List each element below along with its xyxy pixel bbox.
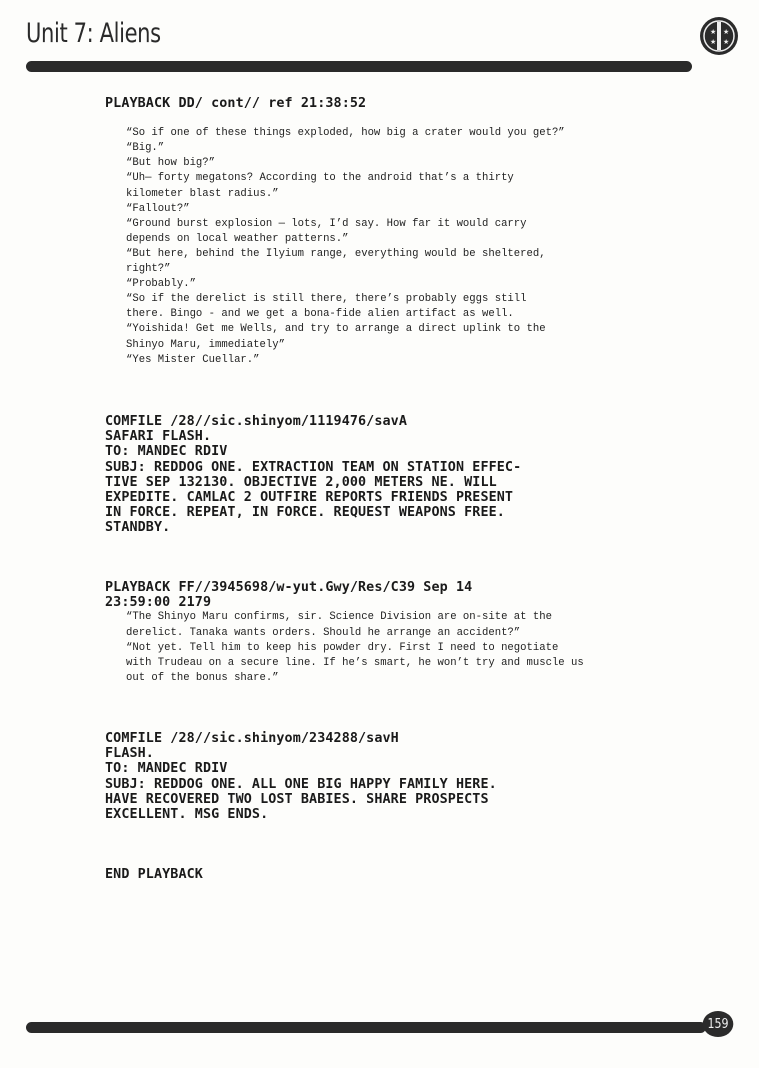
dialogue-line: “The Shinyo Maru confirms, sir. Science Division are on-site at the derelict. Tanaka wants orders. Should he arrange an accident?” bbox=[126, 611, 552, 639]
comfile-line: EXCELLENT. MSG ENDS. bbox=[105, 807, 269, 823]
comfile-line: IN FORCE. REPEAT, IN FORCE. REQUEST WEAPONS FREE. bbox=[105, 505, 505, 521]
footer-rule bbox=[26, 1022, 706, 1033]
dialogue-line: “Yoishida! Get me Wells, and try to arrange a direct uplink to the Shinyo Maru, immediately” bbox=[126, 323, 546, 351]
dialogue bbox=[105, 126, 625, 368]
dialogue-line: “But how big?” bbox=[126, 157, 216, 170]
dialogue-line: “Not yet. Tell him to keep his powder dry. First I need to negotiate with Trudeau on a secure line. If he’s smart, he won’t try and muscle us out of the bonus share.” bbox=[126, 641, 584, 684]
svg-text:★: ★ bbox=[710, 28, 717, 36]
dialogue-line: “But here, behind the Ilyium range, everything would be sheltered, right?” bbox=[126, 247, 546, 276]
comfile-section-2 bbox=[105, 731, 625, 822]
page-number: 159 bbox=[703, 1011, 734, 1037]
svg-text:★: ★ bbox=[723, 38, 730, 46]
playback-section-2 bbox=[105, 580, 625, 686]
end-playback bbox=[105, 867, 625, 882]
playback-heading: PLAYBACK FF//3945698/w-yut.Gwy/Res/C39 Sep 14 bbox=[105, 580, 473, 595]
playback-heading: PLAYBACK DD/ cont// ref 21:38:52 bbox=[105, 96, 367, 111]
dialogue-line: “So if the derelict is still there, there’s probably eggs still there. Bingo - and we get a bona-fide alien artifact as well. bbox=[126, 293, 527, 321]
comfile-line: TIVE SEP 132130. OBJECTIVE 2,000 METERS NE. WILL bbox=[105, 474, 497, 490]
header-rule bbox=[26, 61, 692, 72]
comfile-line: FLASH. bbox=[105, 746, 154, 762]
comfile-line: SAFARI FLASH. bbox=[105, 429, 212, 445]
comfile-line: SUBJ: REDDOG ONE. ALL ONE BIG HAPPY FAMILY HERE. bbox=[105, 776, 497, 792]
dialogue-line: “So if one of these things exploded, how big a crater would you get?” bbox=[126, 127, 565, 140]
star-emblem-icon bbox=[700, 17, 738, 55]
comfile-line: EXPEDITE. CAMLAC 2 OUTFIRE REPORTS FRIENDS PRESENT bbox=[105, 490, 514, 506]
dialogue bbox=[105, 610, 625, 685]
unit-title: Unit 7: Aliens bbox=[26, 18, 161, 49]
comfile-line: COMFILE /28//sic.shinyom/234288/savH bbox=[105, 731, 399, 746]
dialogue-line: “Yes Mister Cuellar.” bbox=[126, 353, 260, 366]
comfile-line: TO: MANDEC RDIV bbox=[105, 761, 228, 777]
svg-text:★: ★ bbox=[710, 38, 717, 46]
end-playback-label: END PLAYBACK bbox=[105, 867, 203, 882]
dialogue-line: “Uh— forty megatons? According to the android that’s a thirty kilometer blast radius.” bbox=[126, 172, 514, 200]
dialogue-line: “Big.” bbox=[126, 142, 165, 155]
dialogue-line: “Fallout?” bbox=[126, 202, 190, 215]
playback-heading: 23:59:00 2179 bbox=[105, 595, 212, 611]
dialogue-line: “Ground burst explosion — lots, I’d say. How far it would carry depends on local weather patterns.” bbox=[126, 217, 527, 245]
comfile-section-1 bbox=[105, 414, 625, 536]
comfile-line: COMFILE /28//sic.shinyom/1119476/savA bbox=[105, 414, 407, 429]
comfile-line: STANDBY. bbox=[105, 520, 171, 536]
dialogue-line: “Probably.” bbox=[126, 278, 196, 291]
page-header bbox=[0, 0, 759, 80]
comfile-line: HAVE RECOVERED TWO LOST BABIES. SHARE PROSPECTS bbox=[105, 791, 489, 807]
comfile-line: SUBJ: REDDOG ONE. EXTRACTION TEAM ON STATION EFFEC- bbox=[105, 459, 522, 475]
playback-section-1 bbox=[105, 96, 625, 368]
svg-text:★: ★ bbox=[723, 28, 730, 36]
comfile-line: TO: MANDEC RDIV bbox=[105, 444, 228, 460]
